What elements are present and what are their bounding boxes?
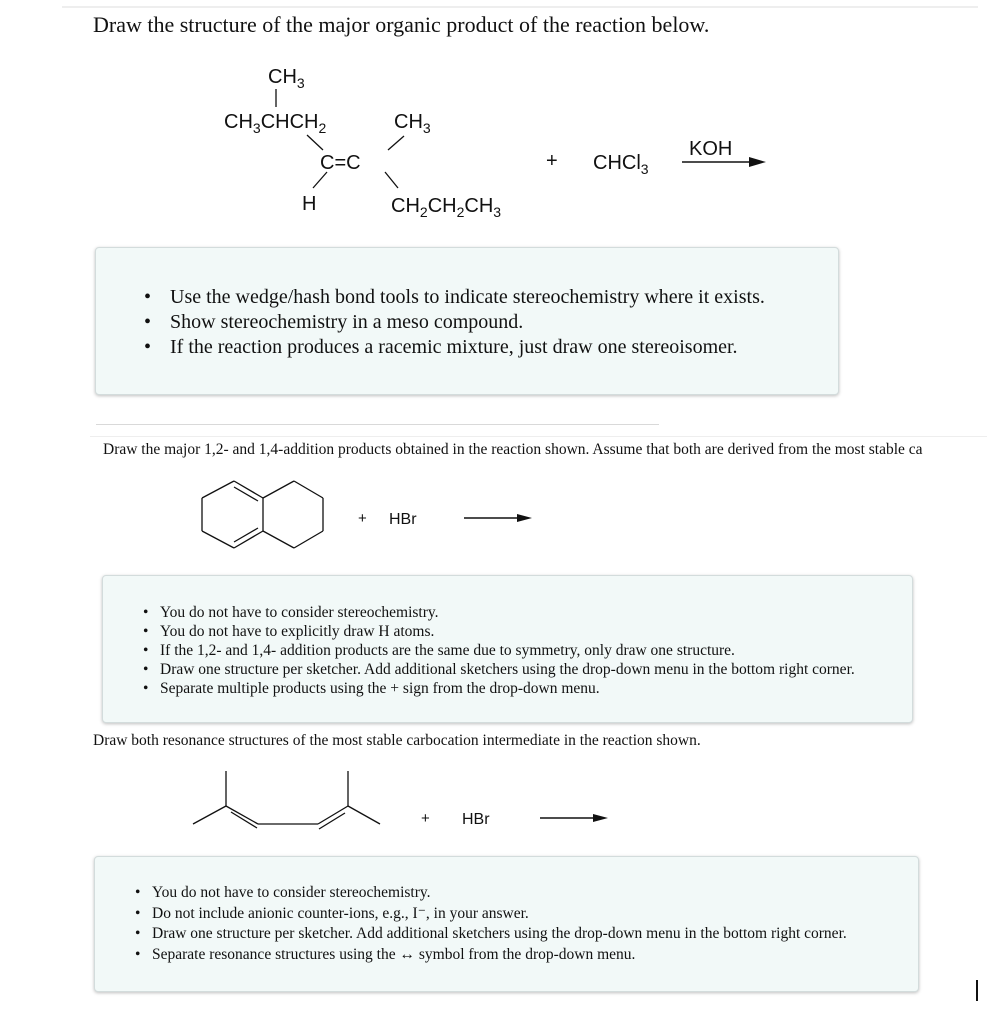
q1-arrow-head [749,157,766,167]
q3-instruction: • Draw one structure per sketcher. Add additional sketchers using the drop-down menu in the bottom right corner. [135,924,918,945]
q1-prompt: Draw the structure of the major organic product of the reaction below. [93,12,710,37]
section-divider [90,436,987,437]
q1-branch-ch3: $CH_3$ [268,66,305,91]
q2-instruction: • Separate multiple products using the + sign from the drop-down menu. [143,679,912,698]
q2-prompt: Draw the major 1,2- and 1,4-addition products obtained in the reaction shown. Assume that both are derived from the most stable ca [103,441,923,458]
q3-prompt: Draw both resonance structures of the most stable carbocation intermediate in the reaction shown. [93,732,701,749]
q2-plus: + [358,510,367,527]
q1-right-methyl: $CH_3$ [394,111,431,136]
q2-reagent: HBr [389,511,417,528]
text-cursor [976,980,978,1001]
q1-reaction-scheme [0,0,987,240]
q2-bicyclic-diene [202,481,323,548]
q2-instruction: • You do not have to explicitly draw H atoms. [143,622,912,641]
q3-reaction-scheme [0,768,987,848]
q1-reagent: CHCl$_3$ [593,152,649,177]
q1-left-group: $CH_3CHCH_2$ [224,111,327,136]
q2-instruction: • If the 1,2- and 1,4- addition products are the same due to symmetry, only draw one structure. [143,641,912,660]
q3-arrow-head [593,814,608,822]
q3-plus: + [421,810,430,827]
q3-instruction: • Separate resonance structures using the ↔ symbol from the drop-down menu. [135,945,918,966]
q3-instructions-box [94,856,919,992]
q2-instructions-box [102,575,913,723]
q1-instruction: • Use the wedge/hash bond tools to indicate stereochemistry where it exists. [144,285,838,310]
q3-instruction: • You do not have to consider stereochemistry. [135,883,918,904]
q2-arrow-head [517,514,532,522]
q1-h-label: H [302,193,317,215]
q3-instruction: • Do not include anionic counter-ions, e.g., I⁻, in your answer. [135,904,918,925]
q2-instruction: • Draw one structure per sketcher. Add additional sketchers using the drop-down menu in the bottom right corner. [143,660,912,679]
q1-propyl: $CH_2CH_2CH_3$ [391,195,502,220]
q1-instruction: • Show stereochemistry in a meso compound. [144,310,838,335]
q3-reagent: HBr [462,811,490,828]
q1-plus: + [546,150,558,172]
q1-instruction: • If the reaction produces a racemic mixture, just draw one stereoisomer. [144,335,838,360]
q3-diene [193,771,380,829]
q1-instructions-box [95,247,839,395]
q2-instruction: • You do not have to consider stereochemistry. [143,603,912,622]
q1-catalyst: KOH [689,138,733,160]
q2-reaction-scheme [0,468,987,578]
q1-double-bond: C=C [320,152,361,174]
